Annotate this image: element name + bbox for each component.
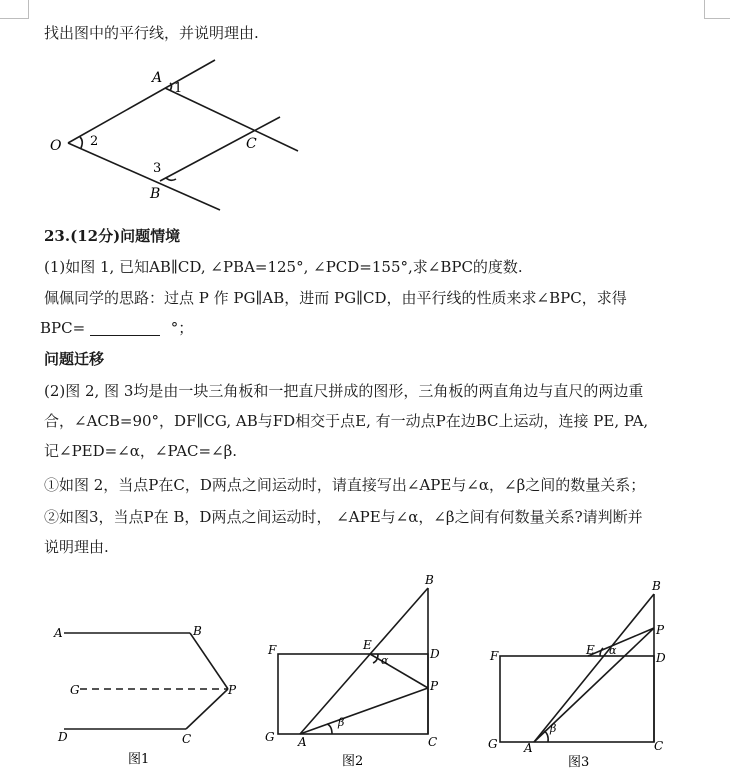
figure-2: [260, 570, 460, 775]
svg-text:C: C: [428, 735, 438, 749]
angle-2-arc: [80, 137, 82, 148]
page-corner-mark-right: [704, 0, 730, 19]
svg-text:B: B: [652, 579, 661, 593]
caption-1: 图1: [128, 752, 150, 767]
label-B: B: [150, 186, 161, 202]
svg-text:D: D: [58, 730, 68, 744]
svg-text:P: P: [228, 683, 237, 697]
svg-text:G: G: [70, 683, 80, 697]
q23-line3: [40, 317, 193, 339]
svg-text:α: α: [609, 644, 617, 657]
label-O: O: [50, 138, 62, 154]
svg-text:A: A: [298, 735, 307, 749]
angle-1-arc: [170, 83, 172, 91]
svg-text:C: C: [182, 732, 192, 746]
svg-text:β: β: [550, 722, 557, 735]
svg-text:B: B: [193, 624, 202, 638]
q22-prompt: 找出图中的平行线，并说明理由.: [44, 24, 259, 42]
q23-header: 23.(12分)问题情境: [44, 227, 181, 245]
svg-text:C: C: [654, 739, 664, 753]
svg-text:F: F: [268, 643, 277, 657]
q23-line4: (2)图 2, 图 3均是由一块三角板和一把直尺拼成的图形，三角板的两直角边与直尺的两边重: [44, 382, 644, 400]
svg-text:G: G: [488, 737, 498, 751]
svg-text:F: F: [490, 649, 499, 663]
svg-text:E: E: [363, 638, 372, 652]
q23-line6: 记∠PED=∠α，∠PAC=∠β.: [44, 442, 238, 460]
svg-text:P: P: [656, 623, 665, 637]
answer-blank[interactable]: [90, 321, 160, 336]
label-A: A: [152, 70, 163, 86]
answer-suffix: °；: [170, 319, 194, 337]
svg-text:D: D: [656, 651, 666, 665]
caption-2: 图2: [342, 754, 364, 769]
q23-line5: 合，∠ACB=90°，DF∥CG, AB与FD相交于点E, 有一动点P在边BC上运动，连接 PE, PA,: [44, 412, 649, 430]
svg-text:β: β: [338, 716, 345, 729]
q23-section2: 问题迁移: [44, 350, 105, 368]
label-3: 3: [153, 161, 162, 176]
svg-text:E: E: [586, 643, 595, 657]
figure-1: [50, 615, 250, 775]
line-BC: [160, 117, 280, 181]
q23-line1: (1)如图 1, 已知AB∥CD, ∠PBA=125°, ∠PCD=155°,求∠BPC的度数.: [44, 258, 523, 276]
svg-text:B: B: [425, 573, 434, 587]
line-AC: [165, 88, 298, 151]
answer-prefix: BPC=: [40, 319, 86, 337]
svg-text:A: A: [54, 626, 63, 640]
q23-line2: 佩佩同学的思路：过点 P 作 PG∥AB，进而 PG∥CD，由平行线的性质来求∠BPC，求得: [44, 289, 627, 307]
parallel-lines-figure: [40, 55, 310, 215]
svg-text:α: α: [381, 654, 389, 667]
label-C: C: [246, 136, 257, 152]
svg-text:G: G: [265, 730, 275, 744]
q23-line7: ①如图 2，当点P在C，D两点之间运动时，请直接写出∠APE与∠α，∠β之间的数量关系；: [44, 476, 646, 494]
svg-text:D: D: [430, 647, 440, 661]
label-2: 2: [90, 134, 99, 149]
ray-OB: [68, 143, 220, 210]
svg-text:P: P: [430, 679, 439, 693]
caption-3: 图3: [568, 755, 590, 770]
figure-3: [486, 572, 686, 777]
q23-line8: ②如图3，当点P在 B，D两点之间运动时， ∠APE与∠α，∠β之间有何数量关系?请判断并: [44, 508, 643, 526]
q23-line9: 说明理由.: [44, 538, 109, 556]
label-1: 1: [174, 81, 183, 96]
page-corner-mark-left: [0, 0, 29, 19]
svg-text:A: A: [524, 741, 533, 755]
angle-3-arc: [166, 178, 176, 180]
